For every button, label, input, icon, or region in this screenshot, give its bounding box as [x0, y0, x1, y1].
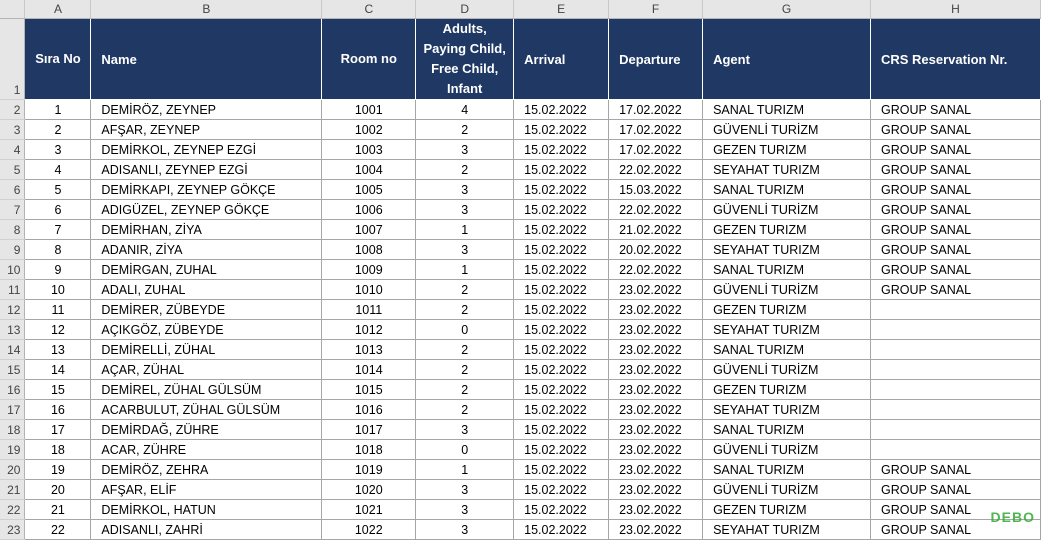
cell-crs[interactable]: [870, 340, 1040, 360]
cell-room-no[interactable]: 1009: [322, 260, 416, 280]
cell-name[interactable]: AÇIKGÖZ, ZÜBEYDE: [91, 320, 322, 340]
cell-sira-no[interactable]: 19: [25, 460, 91, 480]
cell-pax[interactable]: 3: [416, 240, 514, 260]
cell-pax[interactable]: 1: [416, 460, 514, 480]
cell-room-no[interactable]: 1013: [322, 340, 416, 360]
cell-agent[interactable]: GÜVENLİ TURİZM: [703, 360, 871, 380]
row-number[interactable]: 4: [0, 140, 25, 160]
cell-name[interactable]: AFŞAR, ZEYNEP: [91, 120, 322, 140]
cell-room-no[interactable]: 1004: [322, 160, 416, 180]
cell-crs[interactable]: [870, 320, 1040, 340]
cell-agent[interactable]: GEZEN TURIZM: [703, 500, 871, 520]
cell-arrival[interactable]: 15.02.2022: [514, 240, 609, 260]
column-header-h[interactable]: H: [870, 0, 1040, 19]
cell-departure[interactable]: 22.02.2022: [609, 260, 703, 280]
table-row: [0, 380, 1041, 400]
cell-agent[interactable]: GÜVENLİ TURİZM: [703, 200, 871, 220]
cell-name[interactable]: DEMİRGAN, ZUHAL: [91, 260, 322, 280]
cell-agent[interactable]: SANAL TURIZM: [703, 420, 871, 440]
cell-name[interactable]: DEMİRELLİ, ZÜHAL: [91, 340, 322, 360]
cell-name[interactable]: DEMİRDAĞ, ZÜHRE: [91, 420, 322, 440]
cell-departure[interactable]: 23.02.2022: [609, 420, 703, 440]
row-number[interactable]: 20: [0, 460, 25, 480]
cell-room-no[interactable]: 1012: [322, 320, 416, 340]
cell-pax[interactable]: 3: [416, 420, 514, 440]
row-number[interactable]: 8: [0, 220, 25, 240]
column-header-a[interactable]: A: [25, 0, 91, 19]
cell-arrival[interactable]: 15.02.2022: [514, 140, 609, 160]
cell-crs[interactable]: GROUP SANAL: [870, 280, 1040, 300]
cell-name[interactable]: ACAR, ZÜHRE: [91, 440, 322, 460]
row-number[interactable]: 14: [0, 340, 25, 360]
cell-sira-no[interactable]: 15: [25, 380, 91, 400]
cell-arrival[interactable]: 15.02.2022: [514, 160, 609, 180]
cell-departure[interactable]: 23.02.2022: [609, 480, 703, 500]
cell-arrival[interactable]: 15.02.2022: [514, 260, 609, 280]
cell-departure[interactable]: 23.02.2022: [609, 280, 703, 300]
cell-crs[interactable]: GROUP SANAL: [870, 460, 1040, 480]
cell-departure[interactable]: 23.02.2022: [609, 320, 703, 340]
table-row: [0, 180, 1041, 200]
cell-sira-no[interactable]: 1: [25, 100, 91, 120]
cell-sira-no[interactable]: 7: [25, 220, 91, 240]
column-header-d[interactable]: D: [416, 0, 514, 19]
cell-crs[interactable]: GROUP SANAL: [870, 140, 1040, 160]
select-all-corner[interactable]: [0, 0, 25, 19]
header-cell-room-no[interactable]: Room no: [322, 19, 416, 100]
table-row: [0, 120, 1041, 140]
cell-crs[interactable]: GROUP SANAL: [870, 160, 1040, 180]
cell-sira-no[interactable]: 6: [25, 200, 91, 220]
cell-room-no[interactable]: 1006: [322, 200, 416, 220]
cell-departure[interactable]: 22.02.2022: [609, 200, 703, 220]
cell-crs[interactable]: GROUP SANAL: [870, 220, 1040, 240]
header-cell-name[interactable]: Name: [91, 19, 322, 100]
cell-departure[interactable]: 23.02.2022: [609, 340, 703, 360]
cell-sira-no[interactable]: 18: [25, 440, 91, 460]
row-number[interactable]: 19: [0, 440, 25, 460]
cell-room-no[interactable]: 1022: [322, 520, 416, 540]
cell-pax[interactable]: 3: [416, 140, 514, 160]
cell-room-no[interactable]: 1017: [322, 420, 416, 440]
cell-departure[interactable]: 23.02.2022: [609, 360, 703, 380]
cell-crs[interactable]: GROUP SANAL: [870, 260, 1040, 280]
table-row: [0, 360, 1041, 380]
cell-pax[interactable]: 3: [416, 180, 514, 200]
cell-sira-no[interactable]: 14: [25, 360, 91, 380]
cell-arrival[interactable]: 15.02.2022: [514, 340, 609, 360]
cell-name[interactable]: ADIGÜZEL, ZEYNEP GÖKÇE: [91, 200, 322, 220]
table-row: [0, 200, 1041, 220]
column-header-e[interactable]: E: [514, 0, 609, 19]
cell-agent[interactable]: SEYAHAT TURIZM: [703, 520, 871, 540]
cell-name[interactable]: ADANIR, ZİYA: [91, 240, 322, 260]
cell-name[interactable]: AFŞAR, ELİF: [91, 480, 322, 500]
header-cell-arrival[interactable]: Arrival: [514, 19, 609, 100]
cell-agent[interactable]: GEZEN TURIZM: [703, 140, 871, 160]
row-number[interactable]: 11: [0, 280, 25, 300]
cell-crs[interactable]: GROUP SANAL: [870, 180, 1040, 200]
cell-pax[interactable]: 2: [416, 280, 514, 300]
cell-crs[interactable]: GROUP SANAL: [870, 520, 1040, 540]
column-header-row: [0, 0, 1041, 19]
table-row: [0, 520, 1041, 540]
table-row: [0, 440, 1041, 460]
row-number[interactable]: 6: [0, 180, 25, 200]
cell-agent[interactable]: SEYAHAT TURIZM: [703, 400, 871, 420]
cell-agent[interactable]: GEZEN TURIZM: [703, 220, 871, 240]
cell-agent[interactable]: SANAL TURIZM: [703, 340, 871, 360]
cell-departure[interactable]: 17.02.2022: [609, 100, 703, 120]
cell-room-no[interactable]: 1016: [322, 400, 416, 420]
cell-arrival[interactable]: 15.02.2022: [514, 300, 609, 320]
cell-pax[interactable]: 2: [416, 300, 514, 320]
table-row: [0, 340, 1041, 360]
cell-departure[interactable]: 17.02.2022: [609, 120, 703, 140]
cell-room-no[interactable]: 1021: [322, 500, 416, 520]
cell-arrival[interactable]: 15.02.2022: [514, 440, 609, 460]
cell-sira-no[interactable]: 8: [25, 240, 91, 260]
cell-agent[interactable]: GÜVENLİ TURİZM: [703, 440, 871, 460]
table-row: [0, 400, 1041, 420]
table-row: [0, 280, 1041, 300]
cell-arrival[interactable]: 15.02.2022: [514, 280, 609, 300]
cell-crs[interactable]: [870, 360, 1040, 380]
row-number[interactable]: 13: [0, 320, 25, 340]
cell-agent[interactable]: SANAL TURIZM: [703, 100, 871, 120]
cell-arrival[interactable]: 15.02.2022: [514, 520, 609, 540]
cell-name[interactable]: DEMİRER, ZÜBEYDE: [91, 300, 322, 320]
cell-room-no[interactable]: 1015: [322, 380, 416, 400]
cell-pax[interactable]: 3: [416, 500, 514, 520]
cell-agent[interactable]: SEYAHAT TURIZM: [703, 240, 871, 260]
cell-arrival[interactable]: 15.02.2022: [514, 420, 609, 440]
cell-room-no[interactable]: 1001: [322, 100, 416, 120]
cell-room-no[interactable]: 1014: [322, 360, 416, 380]
cell-departure[interactable]: 23.02.2022: [609, 460, 703, 480]
cell-crs[interactable]: [870, 300, 1040, 320]
cell-room-no[interactable]: 1003: [322, 140, 416, 160]
row-number[interactable]: 3: [0, 120, 25, 140]
cell-name[interactable]: ADALI, ZUHAL: [91, 280, 322, 300]
cell-arrival[interactable]: 15.02.2022: [514, 100, 609, 120]
cell-arrival[interactable]: 15.02.2022: [514, 120, 609, 140]
row-number[interactable]: 2: [0, 100, 25, 120]
cell-name[interactable]: DEMİRÖZ, ZEYNEP: [91, 100, 322, 120]
cell-crs[interactable]: GROUP SANAL: [870, 500, 1040, 520]
table-row: [0, 460, 1041, 480]
cell-crs[interactable]: [870, 420, 1040, 440]
cell-name[interactable]: ADISANLI, ZAHRİ: [91, 520, 322, 540]
cell-agent[interactable]: SEYAHAT TURIZM: [703, 320, 871, 340]
cell-crs[interactable]: [870, 400, 1040, 420]
cell-sira-no[interactable]: 2: [25, 120, 91, 140]
cell-room-no[interactable]: 1007: [322, 220, 416, 240]
cell-sira-no[interactable]: 5: [25, 180, 91, 200]
cell-name[interactable]: DEMİRHAN, ZİYA: [91, 220, 322, 240]
cell-pax[interactable]: 3: [416, 480, 514, 500]
cell-agent[interactable]: GEZEN TURIZM: [703, 380, 871, 400]
cell-room-no[interactable]: 1020: [322, 480, 416, 500]
cell-arrival[interactable]: 15.02.2022: [514, 220, 609, 240]
cell-departure[interactable]: 23.02.2022: [609, 440, 703, 460]
header-cell-crs[interactable]: CRS Reservation Nr.: [870, 19, 1040, 100]
table-row: [0, 220, 1041, 240]
table-row: [0, 140, 1041, 160]
table-row: [0, 300, 1041, 320]
cell-room-no[interactable]: 1011: [322, 300, 416, 320]
cell-sira-no[interactable]: 16: [25, 400, 91, 420]
cell-sira-no[interactable]: 21: [25, 500, 91, 520]
cell-room-no[interactable]: 1010: [322, 280, 416, 300]
table-row: [0, 100, 1041, 120]
cell-agent[interactable]: SEYAHAT TURIZM: [703, 160, 871, 180]
cell-room-no[interactable]: 1019: [322, 460, 416, 480]
cell-room-no[interactable]: 1005: [322, 180, 416, 200]
cell-arrival[interactable]: 15.02.2022: [514, 320, 609, 340]
row-number[interactable]: 21: [0, 480, 25, 500]
cell-crs[interactable]: GROUP SANAL: [870, 200, 1040, 220]
cell-departure[interactable]: 15.03.2022: [609, 180, 703, 200]
cell-pax[interactable]: 2: [416, 380, 514, 400]
cell-pax[interactable]: 1: [416, 260, 514, 280]
table-row: [0, 260, 1041, 280]
header-cell-agent[interactable]: Agent: [703, 19, 871, 100]
cell-sira-no[interactable]: 22: [25, 520, 91, 540]
row-number[interactable]: 12: [0, 300, 25, 320]
cell-agent[interactable]: SANAL TURIZM: [703, 260, 871, 280]
cell-name[interactable]: ACARBULUT, ZÜHAL GÜLSÜM: [91, 400, 322, 420]
column-header-c[interactable]: C: [322, 0, 416, 19]
cell-name[interactable]: DEMİRKAPI, ZEYNEP GÖKÇE: [91, 180, 322, 200]
row-number[interactable]: 22: [0, 500, 25, 520]
cell-departure[interactable]: 20.02.2022: [609, 240, 703, 260]
cell-sira-no[interactable]: 4: [25, 160, 91, 180]
column-header-b[interactable]: B: [91, 0, 322, 19]
cell-pax[interactable]: 1: [416, 220, 514, 240]
cell-departure[interactable]: 22.02.2022: [609, 160, 703, 180]
cell-crs[interactable]: GROUP SANAL: [870, 100, 1040, 120]
cell-arrival[interactable]: 15.02.2022: [514, 460, 609, 480]
cell-crs[interactable]: GROUP SANAL: [870, 240, 1040, 260]
cell-arrival[interactable]: 15.02.2022: [514, 480, 609, 500]
cell-crs[interactable]: GROUP SANAL: [870, 120, 1040, 140]
cell-crs[interactable]: [870, 380, 1040, 400]
cell-pax[interactable]: 0: [416, 440, 514, 460]
cell-pax[interactable]: 2: [416, 400, 514, 420]
cell-room-no[interactable]: 1002: [322, 120, 416, 140]
row-number[interactable]: 23: [0, 520, 25, 540]
table-row: [0, 420, 1041, 440]
cell-agent[interactable]: GÜVENLİ TURİZM: [703, 280, 871, 300]
cell-departure[interactable]: 23.02.2022: [609, 380, 703, 400]
cell-room-no[interactable]: 1008: [322, 240, 416, 260]
cell-arrival[interactable]: 15.02.2022: [514, 500, 609, 520]
table-header-row: [0, 19, 1041, 100]
cell-sira-no[interactable]: 20: [25, 480, 91, 500]
cell-name[interactable]: DEMİREL, ZÜHAL GÜLSÜM: [91, 380, 322, 400]
cell-name[interactable]: DEMİRÖZ, ZEHRA: [91, 460, 322, 480]
cell-departure[interactable]: 23.02.2022: [609, 500, 703, 520]
cell-departure[interactable]: 23.02.2022: [609, 520, 703, 540]
cell-arrival[interactable]: 15.02.2022: [514, 180, 609, 200]
cell-agent[interactable]: GEZEN TURIZM: [703, 300, 871, 320]
row-number[interactable]: 18: [0, 420, 25, 440]
row-number[interactable]: 7: [0, 200, 25, 220]
column-header-g[interactable]: G: [703, 0, 871, 19]
cell-name[interactable]: DEMİRKOL, ZEYNEP EZGİ: [91, 140, 322, 160]
row-number[interactable]: 5: [0, 160, 25, 180]
cell-pax[interactable]: 2: [416, 360, 514, 380]
cell-pax[interactable]: 2: [416, 120, 514, 140]
cell-sira-no[interactable]: 13: [25, 340, 91, 360]
row-number[interactable]: 9: [0, 240, 25, 260]
table-row: [0, 240, 1041, 260]
cell-sira-no[interactable]: 10: [25, 280, 91, 300]
cell-pax[interactable]: 2: [416, 160, 514, 180]
cell-sira-no[interactable]: 12: [25, 320, 91, 340]
cell-arrival[interactable]: 15.02.2022: [514, 380, 609, 400]
row-number[interactable]: 1: [0, 19, 25, 100]
row-number[interactable]: 10: [0, 260, 25, 280]
cell-agent[interactable]: SANAL TURIZM: [703, 180, 871, 200]
cell-pax[interactable]: 0: [416, 320, 514, 340]
cell-arrival[interactable]: 15.02.2022: [514, 360, 609, 380]
cell-name[interactable]: ADISANLI, ZEYNEP EZGİ: [91, 160, 322, 180]
cell-name[interactable]: AÇAR, ZÜHAL: [91, 360, 322, 380]
cell-agent[interactable]: GÜVENLİ TURİZM: [703, 120, 871, 140]
cell-sira-no[interactable]: 17: [25, 420, 91, 440]
cell-pax[interactable]: 4: [416, 100, 514, 120]
table-row: [0, 160, 1041, 180]
column-header-f[interactable]: F: [609, 0, 703, 19]
cell-agent[interactable]: SANAL TURIZM: [703, 460, 871, 480]
header-cell-departure[interactable]: Departure: [609, 19, 703, 100]
table-row: [0, 500, 1041, 520]
cell-sira-no[interactable]: 9: [25, 260, 91, 280]
row-number[interactable]: 15: [0, 360, 25, 380]
cell-departure[interactable]: 21.02.2022: [609, 220, 703, 240]
cell-name[interactable]: DEMİRKOL, HATUN: [91, 500, 322, 520]
cell-sira-no[interactable]: 11: [25, 300, 91, 320]
cell-room-no[interactable]: 1018: [322, 440, 416, 460]
cell-crs[interactable]: [870, 440, 1040, 460]
cell-agent[interactable]: GÜVENLİ TURİZM: [703, 480, 871, 500]
table-row: [0, 480, 1041, 500]
cell-departure[interactable]: 23.02.2022: [609, 400, 703, 420]
row-number[interactable]: 16: [0, 380, 25, 400]
cell-pax[interactable]: 3: [416, 200, 514, 220]
cell-sira-no[interactable]: 3: [25, 140, 91, 160]
cell-departure[interactable]: 17.02.2022: [609, 140, 703, 160]
header-cell-sira-no[interactable]: Sıra No: [25, 19, 91, 100]
cell-arrival[interactable]: 15.02.2022: [514, 400, 609, 420]
cell-arrival[interactable]: 15.02.2022: [514, 200, 609, 220]
table-row: [0, 320, 1041, 340]
cell-departure[interactable]: 23.02.2022: [609, 300, 703, 320]
row-number[interactable]: 17: [0, 400, 25, 420]
cell-pax[interactable]: 3: [416, 520, 514, 540]
header-cell-pax[interactable]: Adults, Paying Child, Free Child, Infant: [416, 19, 514, 100]
cell-pax[interactable]: 2: [416, 340, 514, 360]
watermark-logo: DEBO: [990, 509, 1035, 525]
cell-crs[interactable]: GROUP SANAL: [870, 480, 1040, 500]
